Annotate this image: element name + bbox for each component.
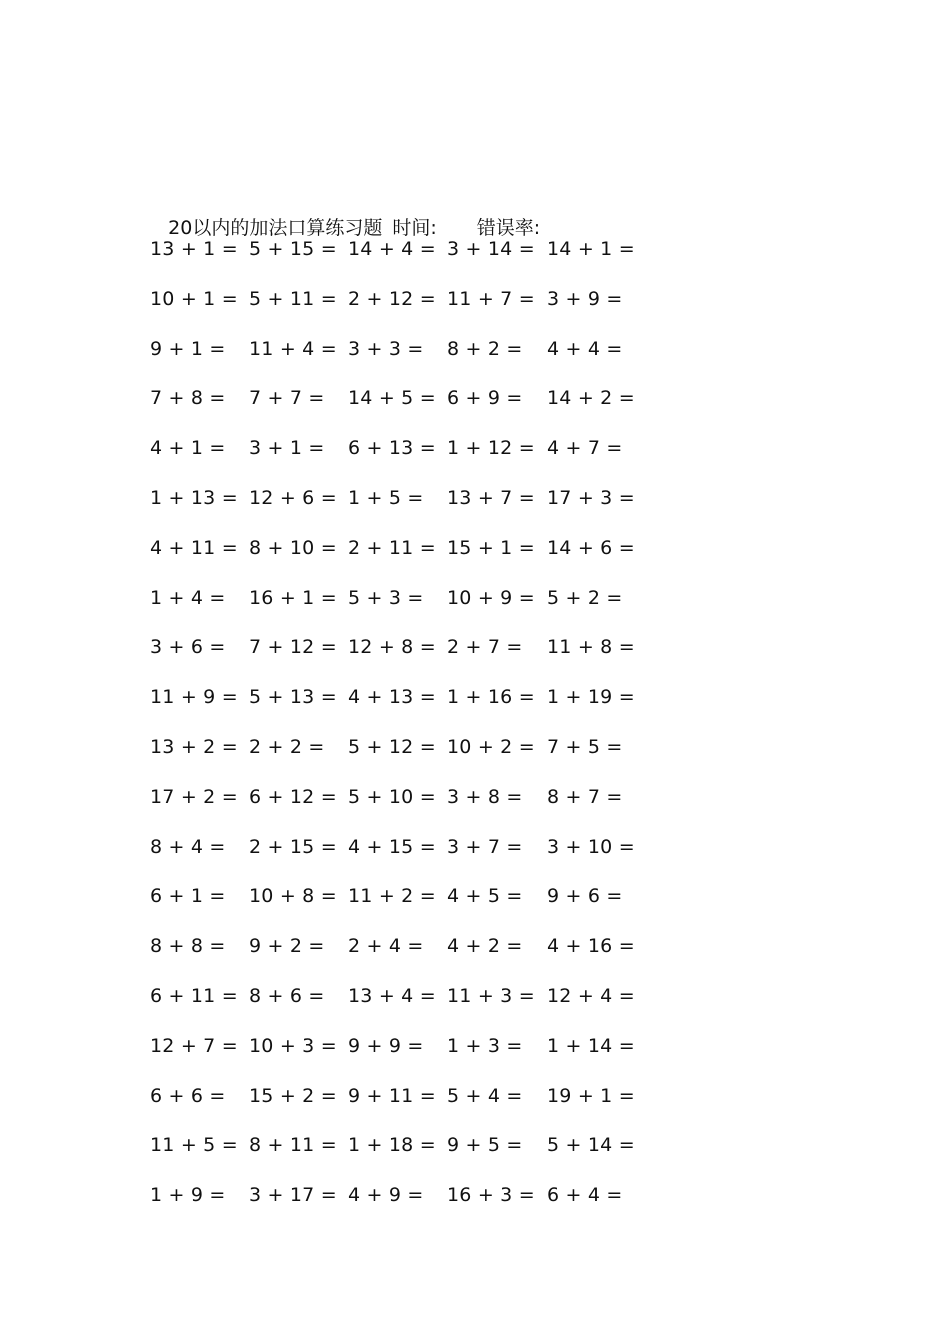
problem-row [0, 284, 950, 314]
problem-item: 11 + 9 = [150, 686, 238, 709]
problem-item: 17 + 2 = [150, 785, 238, 808]
problem-item: 14 + 4 = [348, 238, 436, 260]
problem-item: 12 + 7 = [150, 1034, 238, 1057]
problem-item: 9 + 11 = [348, 1084, 436, 1107]
problem-item: 8 + 7 = [547, 785, 623, 808]
problem-item: 5 + 12 = [348, 736, 436, 758]
problem-item: 4 + 9 = [348, 1184, 424, 1207]
problem-item: 3 + 17 = [249, 1184, 337, 1207]
problem-item: 3 + 7 = [447, 835, 523, 858]
problem-item: 10 + 9 = [447, 586, 535, 609]
problem-item: 6 + 1 = [150, 885, 226, 908]
problem-item: 11 + 3 = [447, 985, 535, 1007]
problem-item: 2 + 12 = [348, 287, 436, 310]
problem-item: 7 + 5 = [547, 736, 623, 758]
problem-item: 3 + 10 = [547, 835, 635, 858]
problem-item: 12 + 4 = [547, 985, 635, 1007]
problem-row [0, 632, 950, 662]
problem-item: 12 + 6 = [249, 487, 337, 509]
problem-item: 15 + 2 = [249, 1084, 337, 1107]
problem-row [0, 1130, 950, 1160]
problem-row [0, 1180, 950, 1210]
problem-item: 1 + 13 = [150, 487, 238, 509]
problem-item: 2 + 15 = [249, 835, 337, 858]
worksheet-title: 20以内的加法口算练习题 [168, 217, 383, 239]
problem-item: 1 + 5 = [348, 487, 424, 509]
problem-item: 7 + 7 = [249, 387, 325, 410]
problem-item: 4 + 4 = [547, 337, 623, 360]
problem-item: 1 + 9 = [150, 1184, 226, 1207]
problem-row [0, 334, 950, 364]
problem-item: 10 + 3 = [249, 1034, 337, 1057]
problem-item: 15 + 1 = [447, 536, 535, 559]
problem-item: 1 + 3 = [447, 1034, 523, 1057]
problem-item: 11 + 5 = [150, 1134, 238, 1157]
problem-item: 3 + 8 = [447, 785, 523, 808]
problem-row [0, 732, 950, 762]
problem-item: 11 + 2 = [348, 885, 436, 908]
problem-row [0, 832, 950, 862]
problem-item: 13 + 1 = [150, 238, 238, 260]
problem-item: 7 + 8 = [150, 387, 226, 410]
problem-item: 9 + 6 = [547, 885, 623, 908]
problem-row [0, 782, 950, 812]
problem-row [0, 383, 950, 413]
problem-item: 1 + 4 = [150, 586, 226, 609]
problem-item: 6 + 13 = [348, 437, 436, 460]
problem-item: 10 + 1 = [150, 287, 238, 310]
problem-row [0, 533, 950, 563]
problem-item: 8 + 2 = [447, 337, 523, 360]
problem-item: 5 + 4 = [447, 1084, 523, 1107]
problem-row [0, 1031, 950, 1061]
problem-item: 6 + 6 = [150, 1084, 226, 1107]
error-rate-label: 错误率: [476, 217, 541, 239]
problem-row [0, 931, 950, 961]
problem-item: 17 + 3 = [547, 487, 635, 509]
problem-item: 6 + 4 = [547, 1184, 623, 1207]
problem-item: 11 + 8 = [547, 636, 635, 659]
problem-item: 8 + 10 = [249, 536, 337, 559]
problem-item: 19 + 1 = [547, 1084, 635, 1107]
problem-row [0, 433, 950, 463]
problem-item: 3 + 9 = [547, 287, 623, 310]
problem-item: 4 + 16 = [547, 935, 635, 958]
problem-row [0, 583, 950, 613]
problem-item: 4 + 7 = [547, 437, 623, 460]
problem-item: 14 + 1 = [547, 238, 635, 260]
problem-item: 1 + 16 = [447, 686, 535, 709]
problem-item: 9 + 9 = [348, 1034, 424, 1057]
problem-item: 11 + 7 = [447, 287, 535, 310]
problem-row [0, 881, 950, 911]
problem-item: 2 + 7 = [447, 636, 523, 659]
problem-item: 4 + 13 = [348, 686, 436, 709]
problem-item: 1 + 12 = [447, 437, 535, 460]
problem-item: 1 + 14 = [547, 1034, 635, 1057]
problem-item: 8 + 6 = [249, 985, 325, 1007]
problem-item: 4 + 5 = [447, 885, 523, 908]
problem-item: 10 + 2 = [447, 736, 535, 758]
problem-item: 5 + 3 = [348, 586, 424, 609]
problem-item: 2 + 11 = [348, 536, 436, 559]
problem-item: 3 + 3 = [348, 337, 424, 360]
problem-item: 5 + 14 = [547, 1134, 635, 1157]
problem-item: 5 + 11 = [249, 287, 337, 310]
problem-item: 8 + 8 = [150, 935, 226, 958]
problem-item: 14 + 2 = [547, 387, 635, 410]
problem-row [0, 682, 950, 712]
problem-row [0, 1081, 950, 1111]
problem-item: 5 + 15 = [249, 238, 337, 260]
problem-item: 6 + 9 = [447, 387, 523, 410]
problem-item: 9 + 5 = [447, 1134, 523, 1157]
problem-item: 16 + 3 = [447, 1184, 535, 1207]
problem-item: 8 + 4 = [150, 835, 226, 858]
problem-item: 3 + 14 = [447, 238, 535, 260]
problem-item: 12 + 8 = [348, 636, 436, 659]
problem-item: 2 + 4 = [348, 935, 424, 958]
problem-item: 11 + 4 = [249, 337, 337, 360]
problem-item: 5 + 10 = [348, 785, 436, 808]
problem-item: 4 + 11 = [150, 536, 238, 559]
problem-item: 9 + 2 = [249, 935, 325, 958]
problem-item: 14 + 6 = [547, 536, 635, 559]
problem-item: 9 + 1 = [150, 337, 226, 360]
problem-row [0, 234, 950, 264]
problem-item: 3 + 1 = [249, 437, 325, 460]
problem-item: 10 + 8 = [249, 885, 337, 908]
problem-row [0, 483, 950, 513]
problem-item: 5 + 13 = [249, 686, 337, 709]
problem-item: 14 + 5 = [348, 387, 436, 410]
problem-item: 13 + 7 = [447, 487, 535, 509]
problem-item: 1 + 19 = [547, 686, 635, 709]
problem-item: 2 + 2 = [249, 736, 325, 758]
problem-item: 13 + 4 = [348, 985, 436, 1007]
problem-item: 7 + 12 = [249, 636, 337, 659]
problem-item: 1 + 18 = [348, 1134, 436, 1157]
problem-item: 6 + 11 = [150, 985, 238, 1007]
problem-item: 16 + 1 = [249, 586, 337, 609]
problem-item: 13 + 2 = [150, 736, 238, 758]
problem-row [0, 981, 950, 1011]
problem-item: 6 + 12 = [249, 785, 337, 808]
problem-item: 4 + 15 = [348, 835, 436, 858]
problem-item: 4 + 2 = [447, 935, 523, 958]
problem-item: 5 + 2 = [547, 586, 623, 609]
problem-item: 4 + 1 = [150, 437, 226, 460]
problem-item: 8 + 11 = [249, 1134, 337, 1157]
problem-item: 3 + 6 = [150, 636, 226, 659]
time-label: 时间: [392, 217, 437, 239]
